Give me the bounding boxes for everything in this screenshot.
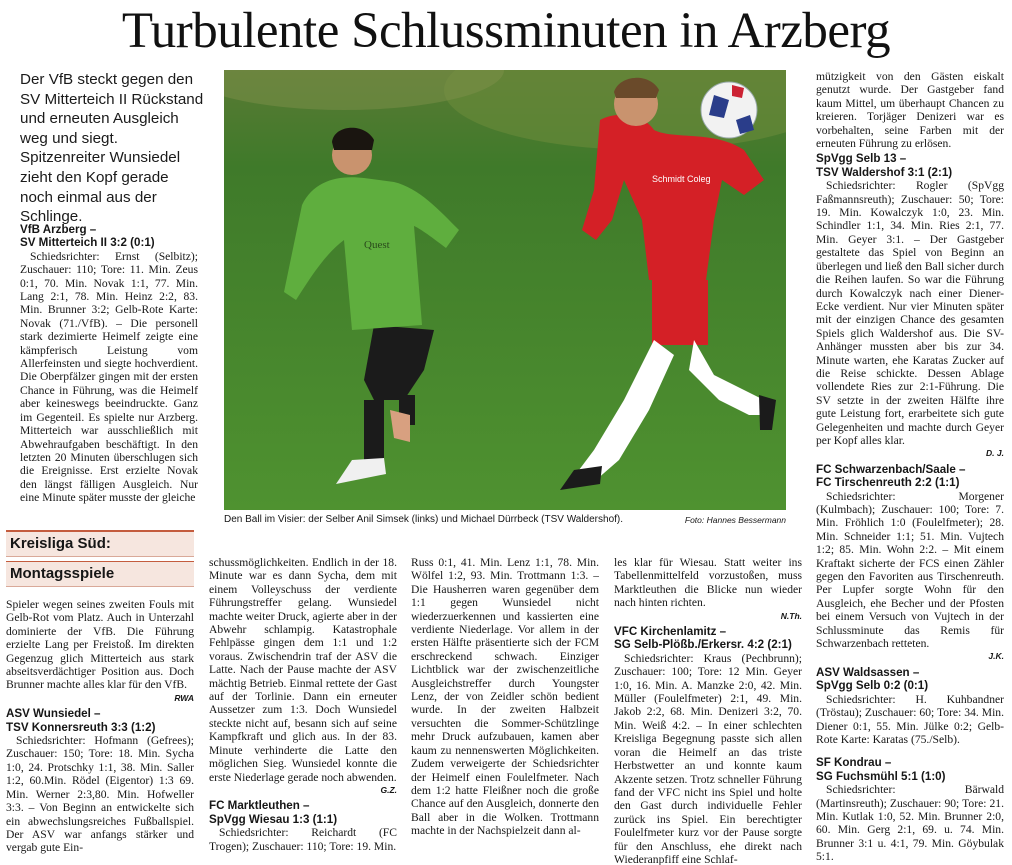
match-report: Schiedsrichter: Hofmann (Gefrees); Zuschauer: 150; Tore: 18. Min. Sycha 1:0, 24. Protschky 1:1, 38. Min. Saller 1:2, 60.Min. Rödel (Eigentor) 1:3 69. Min. Werner 2:3,80. Min. Hofweller 3:3. – Von Beginn an entwickelte sich ein abwechslungsreiches Fußballspiel. Der ASV war anfangs stärker und vergab gute Ein- [6, 734, 194, 855]
author-initials: N.Th. [780, 610, 802, 621]
league-label: Kreisliga Süd: [6, 530, 194, 557]
author-initials: J.K. [988, 651, 1004, 662]
shirt-text-right: Schmidt Coleg [652, 174, 711, 184]
match-heading: VfB Arzberg – [20, 223, 97, 236]
author-initials: D. J. [986, 448, 1004, 459]
match-result: SpVgg Selb 0:2 (0:1) [816, 679, 929, 693]
caption-text: Den Ball im Visier: der Selber Anil Simsek (links) und Michael Dürrbeck (TSV Waldershof). [224, 514, 624, 525]
match-heading: SpVgg Selb 13 – [816, 152, 907, 166]
match-heading: VFC Kirchenlamitz – [614, 625, 727, 639]
match-heading: SF Kondrau – [816, 756, 892, 770]
photo-caption [224, 512, 786, 528]
author-initials: G.Z. [380, 784, 397, 795]
column-3 [411, 556, 599, 865]
report-continuation: Russ 0:1, 41. Min. Lenz 1:1, 78. Min. Wölfel 1:2, 93. Min. Trottmann 1:3. – Die Hausherren waren gegenüber dem 1:1 gegen Wunsiedel nicht wiederzuerkennen und kassierten eine verdiente Niederlage. Vor allem in der ersten Hälfte präsentierte sich der FCM erschreckend schwach. Einziger Lichtblick war der zwischenzeitliche Ausgleichstreffer durch Youngster Lenz, der von Zeidler schön bedient wurde. In der zweiten Halbzeit versuchten die Sommer-Schützlinge mehr Druck aufzubauen, kamen aber kaum zu nennenswerten Möglichkeiten. Zudem verweigerte der Schiedsrichter der Heimelf einen Foulelfmeter. Nach dem 1:2 hatte Fleißner noch die große Chance auf den Ausgleich, donnerte den Ball aber in die Wolken. Trottmann machte in der Nachspielzeit dann al- [411, 556, 599, 838]
match-result: SV Mitterteich II 3:2 (0:1) [20, 236, 155, 250]
match-report: Schiedsrichter: Ernst (Selbitz); Zuschauer: 110; Tore: 11. Min. Zeus 0:1, 70. Min. Novak 1:1, 77. Min. Lang 2:1, 78. Min. Heinz 2:2, 83. Min. Brunner 3:2; Gelb-Rote Karte: Novak (71./VfB). – Die personell stark dezimierte Heimelf zeigte eine kämpferisch Leistung vom Allerfeinsten und siegte hochverdient. Die Oberpfälzer gingen mit der ersten Chance in Führung, was die Heimelf aber keineswegs beeindruckte. Ganz im Gegenteil. Es spielte nur Arzberg. Mitterteich war ausschließlich mit Abwehraufgaben beschäftigt. In den letzten 20 Minuten überschlugen sich die Ereignisse. Erst erzielte Novak den längst fälligen Ausgleich. Nur eine Minute später musste der gleiche [20, 249, 198, 505]
column-5 [816, 70, 1004, 865]
football [701, 82, 757, 138]
match-result: FC Tirschenreuth 2:2 (1:1) [816, 476, 960, 490]
match-report: Schiedsrichter: Morgener (Kulmbach); Zuschauer: 100; Tore: 7. Min. Fröhlich 1:0 (Foulelfmeter); 28. Min. Schneider 1:1; 51. Min. Vujtech 1:2; 85. Min. Wohn 2:2. – Mit einem Kraftakt sicherte der FCS einen Zähler gegen den Favoriten aus Tirschenreuth. Per Lupfer sorgte Wohn für den Ausgleich, ehe Becher und der Pfosten bei einem Versuch von Vujtech in der Schlussminute das Remis für Schwarzenbach retteten. [816, 489, 1004, 651]
match-photo [224, 70, 786, 510]
section-subtitle: Montagsspiele [6, 561, 194, 587]
report-continuation: les klar für Wiesau. Statt weiter ins Tabellenmittelfeld vorzustoßen, muss Marktleuthen die Blicke nun wieder nach hinten richten. [614, 556, 802, 610]
column-2 [209, 556, 397, 865]
author-initials: RWA [174, 692, 194, 703]
match-heading: FC Marktleuthen – [209, 799, 310, 813]
match-result: TSV Waldershof 3:1 (2:1) [816, 165, 953, 179]
lead-paragraph: Der VfB steckt gegen den SV Mitterteich II Rückstand und erneuten Ausgleich weg und siegt. Spitzenreiter Wunsiedel zieht den Kopf gerade noch einmal aus der Schlinge. [20, 71, 204, 226]
report-continuation: mützigkeit von den Gästen eiskalt genutzt wurde. Der Gastgeber fand kaum Mittel, um überhaupt Chancen zu kreieren. Torjäger Denizeri war es vorbehalten, seine Farben mit der erneuten Führung zu erlösen. [816, 70, 1004, 151]
shirt-text-left: Quest [364, 239, 390, 251]
photo-credit: Foto: Hannes Bessermann [684, 515, 786, 525]
match-report: Schiedsrichter: Reichardt (FC Trogen); Zuschauer: 110; Tore: 19. Min. [209, 826, 397, 853]
match-result: SG Selb-Plößb./Erkersr. 4:2 (2:1) [614, 638, 792, 652]
column-4 [614, 556, 802, 865]
match-report: Schiedsrichter: Rogler (SpVgg Faßmannsreuth); Zuschauer: 50; Tore: 19. Min. Kowalczyk 1:0, 23. Min. Schindler 1:1, 34. Min. Ries 2:1, 77. Min. Geyer 3:1. – Der Gastgeber gestaltete das Spiel von Beginn an überlegen und ließ den Ball sicher durch die Reihen laufen. So war die Führung durch Kowalczyk nach einer Diener-Ecke verdient. Nur vier Minuten später mit der einzigen Chance des gesamten Spiels glich Waldershof aus. Die SV-Anhänger mussten aber bis zur 34. Minute warten, ehe Karatas Zucker auf die Reise schickte. Dessen Ablage vollendete Ries zur 2:1-Führung. Die SV setzte in der zweiten Hälfte ihre gute Leistung fort, erarbeitete sich gute Gelegenheiten und machte durch Geyer per Kopf alles klar. [816, 179, 1004, 447]
report-continuation: Spieler wegen seines zweiten Fouls mit Gelb-Rot vom Platz. Auch in Unterzahl dominierte der VfB. Die Führung erzielte Lang per Freistoß. Im direkten Gegenzug glich Mitterteich aus stark abseitsverdächtiger Position aus. Doch Brunner machte alles klar für den VfB. [6, 598, 194, 692]
match-result: TSV Konnersreuth 3:3 (1:2) [6, 720, 156, 734]
match-report: Schiedsrichter: Kraus (Pechbrunn); Zuschauer: 100; Tore: 12 Min. Geyer 1:0, 16. Min. A. Manzke 2:0, 42. Min. Müller (Foulelfmeter) 2:1, 49. Min. Jakob 2:2, 68. Min. Denizeri 3:2, 70. Min. Weiß 4:2. – In einer schlechten Kreisliga Begegnung passte sich allen voran die Heimelf an das triste Herbstwetter an und konnte kaum Akzente setzen. Trotz schneller Führung fand der VFC nicht ins Spiel und holte den Gast durch individuelle Fehler zurück ins Spiel. Ein berechtigter Foulelfmeter kurz vor der Pause sorgte für den Anschluss, ehe direkt nach Wiederanpfiff eine Schlaf- [614, 651, 802, 865]
match-result: SpVgg Wiesau 1:3 (1:1) [209, 812, 338, 826]
match-heading: ASV Wunsiedel – [6, 707, 101, 721]
headline: Turbulente Schlussminuten in Arzberg [121, 3, 891, 59]
column-1-bottom [6, 598, 194, 865]
match-heading: ASV Waldsassen – [816, 665, 920, 679]
column-1-top [20, 223, 198, 513]
match-report: Schiedsrichter: Bärwald (Martinsreuth); Zuschauer: 90; Tore: 21. Min. Kutlak 1:0, 52. Min. Brunner 2:0, 60. Min. Gerg 2:1, 69. u. 74. Min. Brunner 3:1 u. 4:1, 79. Min. Göybulak 5:1. [816, 783, 1004, 864]
photo-illustration [224, 70, 786, 510]
match-result: SG Fuchsmühl 5:1 (1:0) [816, 769, 946, 783]
match-heading: FC Schwarzenbach/Saale – [816, 462, 966, 476]
section-label [6, 530, 194, 584]
report-continuation: schussmöglichkeiten. Endlich in der 18. Minute war es dann Sycha, dem mit einem Volleyschuss der verdiente Führungstreffer gelang. Wunsiedel machte weiter Druck, agierte aber in der Abwehr schlampig. Katastrophale Fehlpässe gingen dem 1:1 und 1:2 voraus. Zwischendrin traf der ASV die Latte. Nach der Pause machte der ASV mächtig Betrieb. Einmal rettete der Gast auf der Torlinie. Dann ein erneuter Aussetzer zum 1:3. Doch Wunsiedel steckte nicht auf, besann sich auf seine Kampfkraft und glich aus. In der 83. Minute verhinderte die Latte den möglichen Sieg. Wunsiedel konnte die erste Niederlage gerade noch abwenden. [209, 556, 397, 784]
match-report: Schiedsrichter: H. Kuhbandner (Tröstau); Zuschauer: 60; Tore: 34. Min. Diener 0:1, 55. Min. Jülke 0:2; Gelb-Rote Karte: Karatas (75./Selb). [816, 692, 1004, 746]
